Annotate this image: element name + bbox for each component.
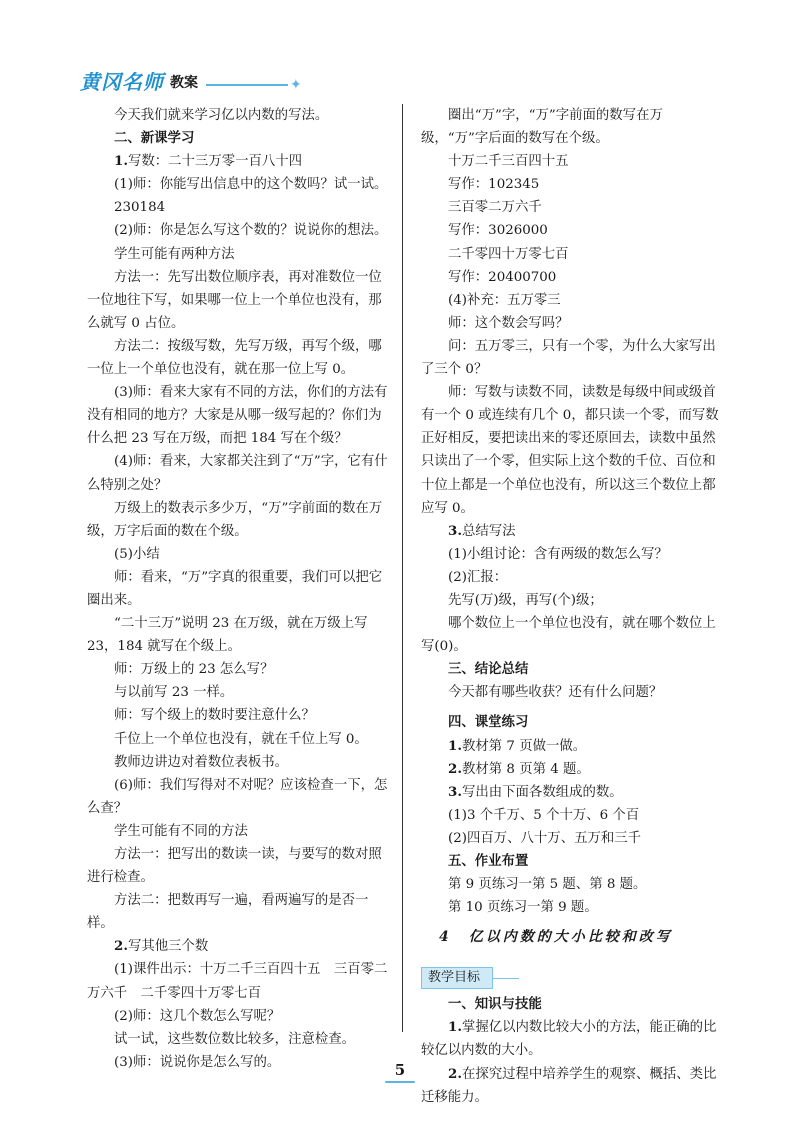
step-heading <box>421 520 727 543</box>
paragraph: 学生可能有两种方法 <box>114 246 235 262</box>
paragraph: 方法二：按级写数，先写万级，再写个级，哪一位上一个单位也没有，就在那一位上写 0。 <box>87 338 382 378</box>
paragraph: “二十三万”说明 23 在万级，就在万级上写 23，184 就写在个级上。 <box>87 616 368 655</box>
left-column <box>87 104 393 1074</box>
item-text: 掌握亿以内数比较大小的方法，能正确的比较亿以内数的大小。 <box>421 1020 717 1059</box>
paragraph: 第 10 页练习一第 9 题。 <box>448 900 598 916</box>
paragraph: (1)师：你能写出信息中的这个数吗？试一试。 <box>114 177 388 193</box>
paragraph: 第 9 页练习一第 5 题、第 8 题。 <box>448 877 647 893</box>
step-number: 1. <box>114 153 128 170</box>
paragraph: (5)小结 <box>114 546 160 562</box>
paragraph: (4)师：看来，大家都关注到了“万”字，它有什么特别之处？ <box>87 454 388 493</box>
paragraph: 写作：102345 <box>448 177 540 193</box>
item-text: 教材第 7 页做一做。 <box>461 738 587 754</box>
item-text: 在探究过程中培养学生的观察、概括、类比迁移能力。 <box>421 1066 717 1105</box>
page-header <box>80 64 302 94</box>
number-line: 230184 <box>114 200 166 216</box>
paragraph: 先写(万)级，再写(个)级； <box>448 592 603 608</box>
section-tag: 教学目标 <box>421 967 493 989</box>
paragraph: 圈出“万”字，“万”字前面的数写在万级，“万”字后面的数写在个级。 <box>421 108 663 147</box>
header-rule <box>206 84 288 86</box>
paragraph: 师：写个级上的数时要注意什么？ <box>114 708 315 724</box>
step-number: 2. <box>114 938 128 955</box>
paragraph: (2)师：你是怎么写这个数的？说说你的想法。 <box>114 223 388 239</box>
brand-subtitle: 教案 <box>170 75 198 91</box>
paragraph: 学生可能有不同的方法 <box>114 823 248 839</box>
paragraph: 师：写数与读数不同，读数是每级中间或级首有一个 0 或连续有几个 0，都只读一个零，而写数正好相反，要把读出来的零还原回去，读数中虽然只读出了一个零，但实际上这个数的千位、百位和十位上都是一个单位也没有，所以这三个数位上都应写 0。 <box>421 385 719 516</box>
tag-rule <box>493 978 519 979</box>
brand-logo: 黄冈名师 <box>80 70 164 94</box>
list-item <box>421 781 727 804</box>
item-number: 2. <box>448 760 462 777</box>
paragraph: 试一试，这些数位数比较多，注意检查。 <box>114 1031 356 1047</box>
item-number: 2. <box>448 1065 462 1082</box>
list-item <box>421 758 727 781</box>
paragraph: 师：这个数会写吗？ <box>448 315 569 331</box>
item-number: 1. <box>448 737 462 754</box>
paragraph: (2)汇报： <box>448 569 508 585</box>
paragraph: 今天我们就来学习亿以内数的写法。 <box>114 108 329 123</box>
section-heading: 二、新课学习 <box>114 130 195 147</box>
section-heading: 三、结论总结 <box>448 661 529 678</box>
paragraph: 写作：3026000 <box>448 223 548 239</box>
item-text: 写出由下面各数组成的数。 <box>461 784 623 800</box>
paragraph: (1)小组讨论：含有两级的数怎么写？ <box>448 546 668 562</box>
star-icon: ✦ <box>290 77 302 93</box>
paragraph: 写作：20400700 <box>448 269 557 285</box>
step-title: 总结写法 <box>461 523 516 539</box>
paragraph: (3)师：说说你是怎么写的。 <box>114 1054 281 1070</box>
paragraph: 哪个数位上一个单位也没有，就在哪个数位上写(0)。 <box>421 616 716 655</box>
paragraph: (4)补充：五万零三 <box>448 292 561 308</box>
step-title: 写数：二十三万零一百八十四 <box>127 154 303 170</box>
list-item <box>421 1016 727 1062</box>
section-heading: 一、知识与技能 <box>448 996 542 1013</box>
paragraph: 三百零二万六千 <box>448 200 542 216</box>
paragraph: 方法一：先写出数位顺序表，再对准数位一位一位地往下写，如果哪一位上一个单位也没有，那么就写 0 占位。 <box>87 269 382 331</box>
page-number: 5 <box>385 1061 415 1079</box>
item-text: 教材第 8 页第 4 题。 <box>461 761 590 777</box>
right-column <box>421 104 727 1109</box>
column-divider <box>402 104 403 1032</box>
paragraph: (1)3 个千万、5 个十万、6 个百 <box>448 807 640 823</box>
paragraph: 二千零四十万零七百 <box>448 246 569 262</box>
paragraph: 方法一：把写出的数读一读，与要写的数对照进行检查。 <box>87 847 382 886</box>
spacer <box>421 704 727 711</box>
section-tag-row <box>421 963 727 993</box>
paragraph: (2)师：这几个数怎么写呢？ <box>114 1008 281 1024</box>
paragraph: (1)课件出示：十万二千三百四十五 三百零二万六千 二千零四十万零七百 <box>87 962 388 1001</box>
list-item <box>421 735 727 758</box>
paragraph: 师：万级上的 23 怎么写？ <box>114 662 274 678</box>
section-heading: 五、作业布置 <box>448 853 529 869</box>
paragraph: 问：五万零三，只有一个零，为什么大家写出了三个 0？ <box>421 338 716 378</box>
paragraph: (3)师：看来大家有不同的方法，你们的方法有没有相同的地方？大家是从哪一级写起的？你们为什么把 23 写在万级，而把 184 写在个级？ <box>87 385 388 447</box>
step-heading <box>87 935 393 958</box>
lesson-title: 4 亿以内数的大小比较和改写 <box>439 929 673 946</box>
page-footer <box>0 1060 800 1079</box>
paragraph: 十万二千三百四十五 <box>448 154 569 170</box>
step-number: 3. <box>448 522 462 539</box>
paragraph: (2)四百万、八十万、五万和三千 <box>448 830 642 846</box>
paragraph: (6)师：我们写得对不对呢？应该检查一下，怎么查？ <box>87 777 388 816</box>
paragraph: 师：看来，“万”字真的很重要，我们可以把它圈出来。 <box>87 569 383 608</box>
step-heading <box>87 150 393 173</box>
paragraph: 今天都有哪些收获？还有什么问题？ <box>448 685 663 701</box>
paragraph: 与以前写 23 一样。 <box>114 685 234 701</box>
item-number: 3. <box>448 783 462 800</box>
paragraph: 方法二：把数再写一遍，看两遍写的是否一样。 <box>87 893 369 932</box>
step-title: 写其他三个数 <box>127 939 209 955</box>
item-number: 1. <box>448 1019 462 1036</box>
paragraph: 万级上的数表示多少万，“万”字前面的数在万级，万字后面的数在个级。 <box>87 500 383 539</box>
section-heading: 四、课堂练习 <box>448 714 529 731</box>
paragraph: 教师边讲边对着数位表板书。 <box>114 754 289 770</box>
paragraph: 千位上一个单位也没有，就在千位上写 0。 <box>114 731 368 747</box>
